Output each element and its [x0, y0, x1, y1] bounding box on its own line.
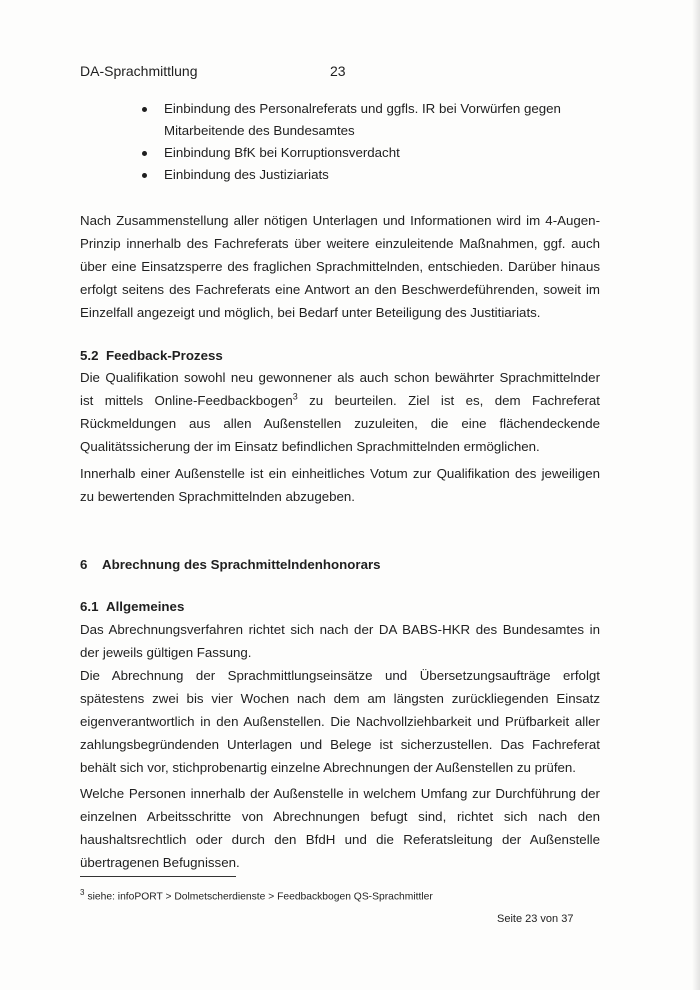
section-heading-6 — [80, 557, 381, 572]
feedback-text-before: Die Qualifikation sowohl neu gewonnener als auch schon bewährter Sprachmittelnder ist mittels Online-Feedbackbogen — [80, 370, 600, 408]
billing-procedure-paragraph: Das Abrechnungsverfahren richtet sich nach der DA BABS-HKR des Bundesamtes in der jeweils gültigen Fassung. — [80, 622, 600, 660]
footnote-reference: 3 — [292, 391, 298, 402]
list-item: Einbindung des Personalreferats und ggfls. IR bei Vorwürfen gegen Mitarbeitende des Bundesamtes — [140, 98, 600, 142]
list-item: Einbindung BfK bei Korruptionsverdacht — [140, 142, 600, 164]
authorization-paragraph: Welche Personen innerhalb der Außenstelle in welchem Umfang zur Durchführung der einzelnen Arbeitsschritte von Abrechnungen befugt sind, richtet sich nach den haushaltsrechtlich oder durch den BfdH und die Referatsleitung der Außenstelle übertragenen Befugnissen. — [80, 786, 600, 870]
intro-paragraph: Nach Zusammenstellung aller nötigen Unterlagen und Informationen wird im 4-Augen-Prinzip innerhalb des Fachreferats über weitere einzuleitende Maßnahmen, ggf. auch über eine Einsatzsperre des fraglichen Sprachmittelnden, entschieden. Darüber hinaus erfolgt seitens des Fachreferats eine Antwort an den Beschwerdeführenden, soweit im Einzelfall angezeigt und möglich, bei Bedarf unter Beteiligung des Justitiariats. — [80, 213, 600, 320]
section-title: Abrechnung des Sprachmittelndenhonorars — [102, 557, 381, 572]
footnote — [80, 888, 433, 902]
footnote-marker: 3 — [80, 888, 85, 897]
page-number: 23 — [330, 63, 346, 79]
section-heading-5-2 — [80, 348, 223, 363]
page-edge-shadow — [692, 0, 700, 990]
feedback-paragraph — [80, 366, 600, 458]
section-title: Allgemeines — [106, 599, 185, 614]
vote-paragraph: Innerhalb einer Außenstelle ist ein einheitliches Votum zur Qualifikation des jeweiligen zu bewertenden Sprachmittelnden abzugeben. — [80, 466, 600, 504]
section-heading-6-1 — [80, 599, 184, 614]
bullet-list — [140, 98, 600, 186]
billing-deadline-paragraph: Die Abrechnung der Sprachmittlungseinsätze und Übersetzungsaufträge erfolgt spätestens zwei bis vier Wochen nach dem am längsten zurückliegenden Einsatz eigenverantwortlich in den Außenstellen. Die Nachvollziehbarkeit und Prüfbarkeit aller zahlungsbegründenden Unterlagen und Belege ist sicherzustellen. Das Fachreferat behält sich vor, stichprobenartig einzelne Abrechnungen der Außenstellen zu prüfen. — [80, 668, 600, 775]
section-title: Feedback-Prozess — [106, 348, 223, 363]
page-footer: Seite 23 von 37 — [497, 913, 574, 925]
document-title: DA-Sprachmittlung — [80, 63, 198, 79]
feedback-text-after: zu beurteilen. Ziel ist es, dem Fachreferat Rückmeldungen aus allen Außenstellen zuzuleiten, die eine flächendeckende Qualitätssicherung der im Einsatz befindlichen Sprachmittelnden ermöglichen. — [80, 393, 600, 454]
list-item: Einbindung des Justiziariats — [140, 164, 600, 186]
section-number: 5.2 — [80, 348, 99, 363]
footnote-divider — [80, 876, 236, 877]
section-number: 6 — [80, 557, 88, 572]
footnote-text: siehe: infoPORT > Dolmetscherdienste > Feedbackbogen QS-Sprachmittler — [87, 891, 433, 903]
section-number: 6.1 — [80, 599, 99, 614]
